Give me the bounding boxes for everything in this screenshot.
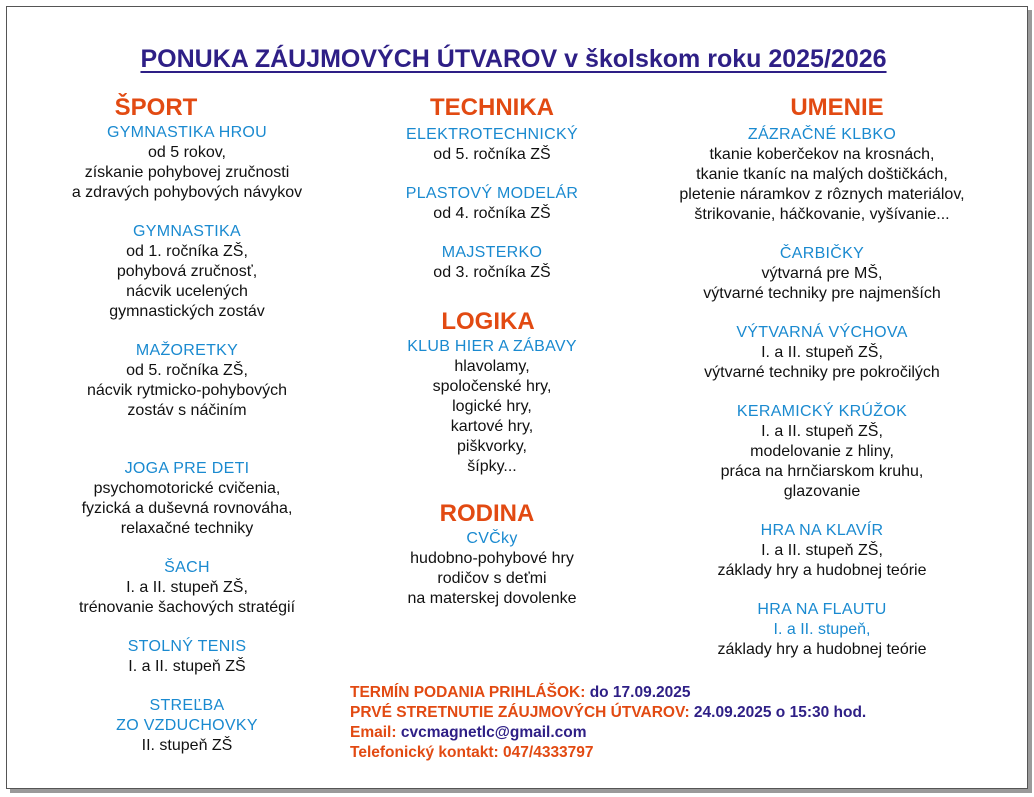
item-plastovy-modelar — [342, 184, 642, 224]
column-middle — [342, 93, 642, 628]
item-name: ZÁZRAČNÉ KLBKO — [747, 126, 897, 143]
phone-label: Telefonický kontakt: — [350, 744, 499, 761]
item-name: STOLNÝ TENIS — [127, 638, 247, 655]
item-zazracne-klbko — [647, 125, 997, 225]
item-line: štrikovanie, háčkovanie, vyšívanie... — [694, 206, 950, 223]
item-name: ZO VZDUCHOVKY — [116, 717, 258, 734]
item-line: I. a II. stupeň, — [773, 621, 871, 638]
deadline-value: do 17.09.2025 — [589, 684, 691, 701]
item-line: psychomotorické cvičenia, — [93, 480, 281, 497]
item-name: MAJSTERKO — [441, 244, 543, 261]
item-name: STREĽBA — [149, 697, 225, 714]
item-strelba — [37, 696, 337, 756]
item-line: kartové hry, — [450, 418, 534, 435]
item-name: KERAMICKÝ KRÚŽOK — [736, 403, 908, 420]
item-line: zostáv s náčiním — [127, 402, 247, 419]
email-value[interactable]: cvcmagnetlc@gmail.com — [400, 724, 587, 741]
item-line: tkanie koberčekov na krosnách, — [709, 146, 935, 163]
item-joga-pre-deti — [37, 459, 337, 539]
item-line: od 5 rokov, — [148, 144, 226, 161]
item-line: rodičov s deťmi — [437, 570, 547, 587]
deadline-row — [350, 683, 866, 703]
page-title: PONUKA ZÁUJMOVÝCH ÚTVAROV v školskom roku 2025/2026 — [140, 45, 887, 73]
item-line: tkanie tkaníc na malých doštičkách, — [696, 166, 948, 183]
item-line: od 5. ročníka ZŠ, — [126, 362, 248, 379]
item-line: od 4. ročníka ZŠ — [433, 205, 551, 222]
item-line: základy hry a hudobnej teórie — [717, 562, 927, 579]
item-elektrotechnicky — [342, 125, 642, 165]
item-mazoretky — [37, 341, 337, 421]
item-name: ŠACH — [164, 559, 210, 576]
item-name: GYMNASTIKA — [133, 223, 241, 240]
item-name: KLUB HIER A ZÁBAVY — [407, 338, 577, 355]
item-name: PLASTOVÝ MODELÁR — [405, 185, 579, 202]
item-line: I. a II. stupeň ZŠ, — [126, 579, 248, 596]
item-line: I. a II. stupeň ZŠ, — [761, 344, 883, 361]
item-line: hlavolamy, — [454, 358, 530, 375]
item-line: výtvarné techniky pre pokročilých — [704, 364, 940, 381]
item-line: I. a II. stupeň ZŠ — [128, 658, 246, 675]
item-line: od 3. ročníka ZŠ — [433, 264, 551, 281]
item-name: MAŽORETKY — [135, 342, 239, 359]
item-line: výtvarná pre MŠ, — [761, 265, 883, 282]
item-name: HRA NA KLAVÍR — [760, 522, 884, 539]
item-line: nácvik ucelených — [126, 283, 248, 300]
item-hra-na-klavir — [647, 521, 997, 581]
item-line: fyzická a duševná rovnováha, — [81, 500, 293, 517]
email-row — [350, 723, 866, 743]
item-stolny-tenis — [37, 637, 337, 677]
item-name: VÝTVARNÁ VÝCHOVA — [736, 324, 908, 341]
item-name: ELEKTROTECHNICKÝ — [406, 126, 578, 143]
item-klub-hier-a-zabavy — [342, 337, 642, 477]
heading-umenie: UMENIE — [790, 94, 884, 121]
item-gymnastika-hrou — [37, 123, 337, 203]
item-line: glazovanie — [783, 483, 861, 500]
item-name: CVČky — [466, 530, 518, 547]
item-line: gymnastických zostáv — [109, 303, 265, 320]
item-name: JOGA PRE DETI — [124, 460, 250, 477]
phone-value: 047/4333797 — [503, 744, 594, 761]
item-line: I. a II. stupeň ZŠ, — [761, 542, 883, 559]
meeting-value: 24.09.2025 o 15:30 hod. — [693, 704, 867, 721]
meeting-label: PRVÉ STRETNUTIE ZÁUJMOVÝCH ÚTVAROV: — [350, 704, 690, 721]
page-frame — [6, 6, 1028, 789]
item-line: pletenie náramkov z rôznych materiálov, — [679, 186, 965, 203]
column-sport — [37, 93, 337, 775]
item-line: I. a II. stupeň ZŠ, — [761, 423, 883, 440]
item-name: GYMNASTIKA HROU — [106, 124, 268, 141]
email-label: Email: — [350, 724, 397, 741]
item-gymnastika — [37, 222, 337, 322]
item-name: ČARBIČKY — [779, 245, 865, 262]
item-line: a zdravých pohybových návykov — [71, 184, 303, 201]
item-line: logické hry, — [452, 398, 532, 415]
item-hra-na-flautu — [647, 600, 997, 660]
item-keramicky-kruzok — [647, 402, 997, 502]
item-vytvarna-vychova — [647, 323, 997, 383]
item-sach — [37, 558, 337, 618]
item-line: spoločenské hry, — [432, 378, 552, 395]
item-line: hudobno-pohybové hry — [410, 550, 574, 567]
item-line: na materskej dovolenke — [407, 590, 577, 607]
heading-rodina: RODINA — [439, 500, 535, 527]
item-line: pohybová zručnosť, — [116, 263, 258, 280]
item-carbicky — [647, 244, 997, 304]
item-line: získanie pohybovej zručnosti — [84, 164, 290, 181]
item-cvcky — [342, 529, 642, 609]
heading-sport: ŠPORT — [114, 94, 198, 121]
item-line: nácvik rytmicko-pohybových — [86, 382, 288, 399]
item-line: práca na hrnčiarskom kruhu, — [720, 463, 924, 480]
item-line: výtvarné techniky pre najmenších — [703, 285, 941, 302]
item-line: II. stupeň ZŠ — [141, 737, 233, 754]
meeting-row — [350, 703, 866, 723]
deadline-label: TERMÍN PODANIA PRIHLÁŠOK: — [350, 684, 586, 701]
item-line: od 5. ročníka ZŠ — [433, 146, 551, 163]
item-line: piškvorky, — [457, 438, 527, 455]
item-line: od 1. ročníka ZŠ, — [126, 243, 248, 260]
heading-logika: LOGIKA — [441, 308, 535, 335]
item-majsterko — [342, 243, 642, 283]
item-line: trénovanie šachových stratégií — [78, 599, 296, 616]
item-line: relaxačné techniky — [120, 520, 254, 537]
heading-technika: TECHNIKA — [430, 94, 554, 121]
phone-row — [350, 743, 866, 763]
item-line: šípky... — [467, 458, 517, 475]
item-name: HRA NA FLAUTU — [757, 601, 887, 618]
column-umenie — [647, 93, 997, 679]
item-line: základy hry a hudobnej teórie — [717, 641, 927, 658]
registration-info — [350, 683, 866, 763]
item-line: modelovanie z hliny, — [750, 443, 894, 460]
